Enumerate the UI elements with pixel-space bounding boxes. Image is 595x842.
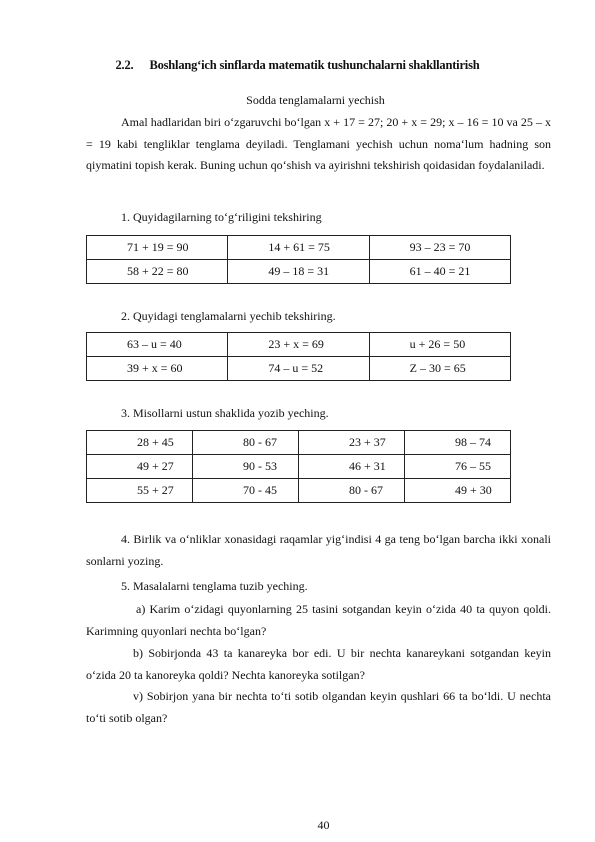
table-cell: 70 - 45 <box>193 479 299 503</box>
table-row <box>87 431 511 455</box>
task-5v-text: v) Sobirjon yana bir nechta toʻti sotib olgandan keyin qushlari 66 ta boʻldi. U nechta toʻti sotib olgan? <box>86 689 551 725</box>
table-cell: u + 26 = 50 <box>369 333 510 357</box>
table-cell: 93 – 23 = 70 <box>369 236 510 260</box>
section-heading <box>0 58 595 73</box>
table-row <box>87 479 511 503</box>
table-cell: 28 + 45 <box>87 431 193 455</box>
intro-paragraph: Amal hadlaridan biri oʻzgaruvchi boʻlgan x + 17 = 27; 20 + x = 29; x – 16 = 10 va 25 – x = 19 kabi tengliklar tenglama deyiladi. Tenglamani yechish uchun nomaʻlum hadning son qiymatini topish kerak. Buning uchun qoʻshish va ayirishni tekshirish qoidasidan foydalaniladi. <box>86 115 551 173</box>
table-cell: 76 – 55 <box>405 455 511 479</box>
table-row <box>87 260 511 284</box>
table-cell: Z – 30 = 65 <box>369 357 510 381</box>
table-cell: 71 + 19 = 90 <box>87 236 228 260</box>
task-2-label: 2. Quyidagi tenglamalarni yechib tekshiring. <box>121 309 336 323</box>
subsection-title: Sodda tenglamalarni yechish <box>246 93 385 107</box>
task-3-label: 3. Misollarni ustun shaklida yozib yeching. <box>121 406 329 420</box>
table-cell: 58 + 22 = 80 <box>87 260 228 284</box>
table-cell: 61 – 40 = 21 <box>369 260 510 284</box>
table-cell: 55 + 27 <box>87 479 193 503</box>
table-cell: 80 - 67 <box>299 479 405 503</box>
table-cell: 46 + 31 <box>299 455 405 479</box>
table-cell: 49 + 30 <box>405 479 511 503</box>
task-1-label: 1. Quyidagilarning toʻgʻriligini tekshiring <box>121 210 322 224</box>
table-cell: 39 + x = 60 <box>87 357 228 381</box>
table-row <box>87 333 511 357</box>
table-row <box>87 236 511 260</box>
task-3-table <box>86 430 511 503</box>
table-cell: 14 + 61 = 75 <box>228 236 369 260</box>
table-cell: 63 – u = 40 <box>87 333 228 357</box>
table-cell: 74 – u = 52 <box>228 357 369 381</box>
task-5b-text: b) Sobirjonda 43 ta kanareyka bor edi. U bir nechta kanareykani sotgandan keyin oʻzida 20 ta kanoreyka qoldi? Nechta kanoreyka sotilgan? <box>86 646 551 682</box>
task-1-table <box>86 235 511 284</box>
table-cell: 90 - 53 <box>193 455 299 479</box>
task-2-table <box>86 332 511 381</box>
task-5-label: 5. Masalalarni tenglama tuzib yeching. <box>121 579 308 593</box>
table-cell: 49 – 18 = 31 <box>228 260 369 284</box>
section-title: Boshlangʻich sinflarda matematik tushunchalarni shakllantirish <box>149 58 480 72</box>
table-cell: 49 + 27 <box>87 455 193 479</box>
task-4-text: 4. Birlik va oʻnliklar xonasidagi raqamlar yigʻindisi 4 ga teng boʻlgan barcha ikki xonali sonlarni yozing. <box>86 532 551 568</box>
table-cell: 23 + 37 <box>299 431 405 455</box>
table-cell: 80 - 67 <box>193 431 299 455</box>
page-number: 40 <box>317 818 330 832</box>
table-row <box>87 357 511 381</box>
task-5a-text: a) Karim oʻzidagi quyonlarning 25 tasini sotgandan keyin oʻzida 40 ta quyon qoldi. Karimning quyonlari nechta boʻlgan? <box>86 602 551 638</box>
section-number: 2.2. <box>115 58 134 72</box>
table-row <box>87 455 511 479</box>
table-cell: 98 – 74 <box>405 431 511 455</box>
table-cell: 23 + x = 69 <box>228 333 369 357</box>
